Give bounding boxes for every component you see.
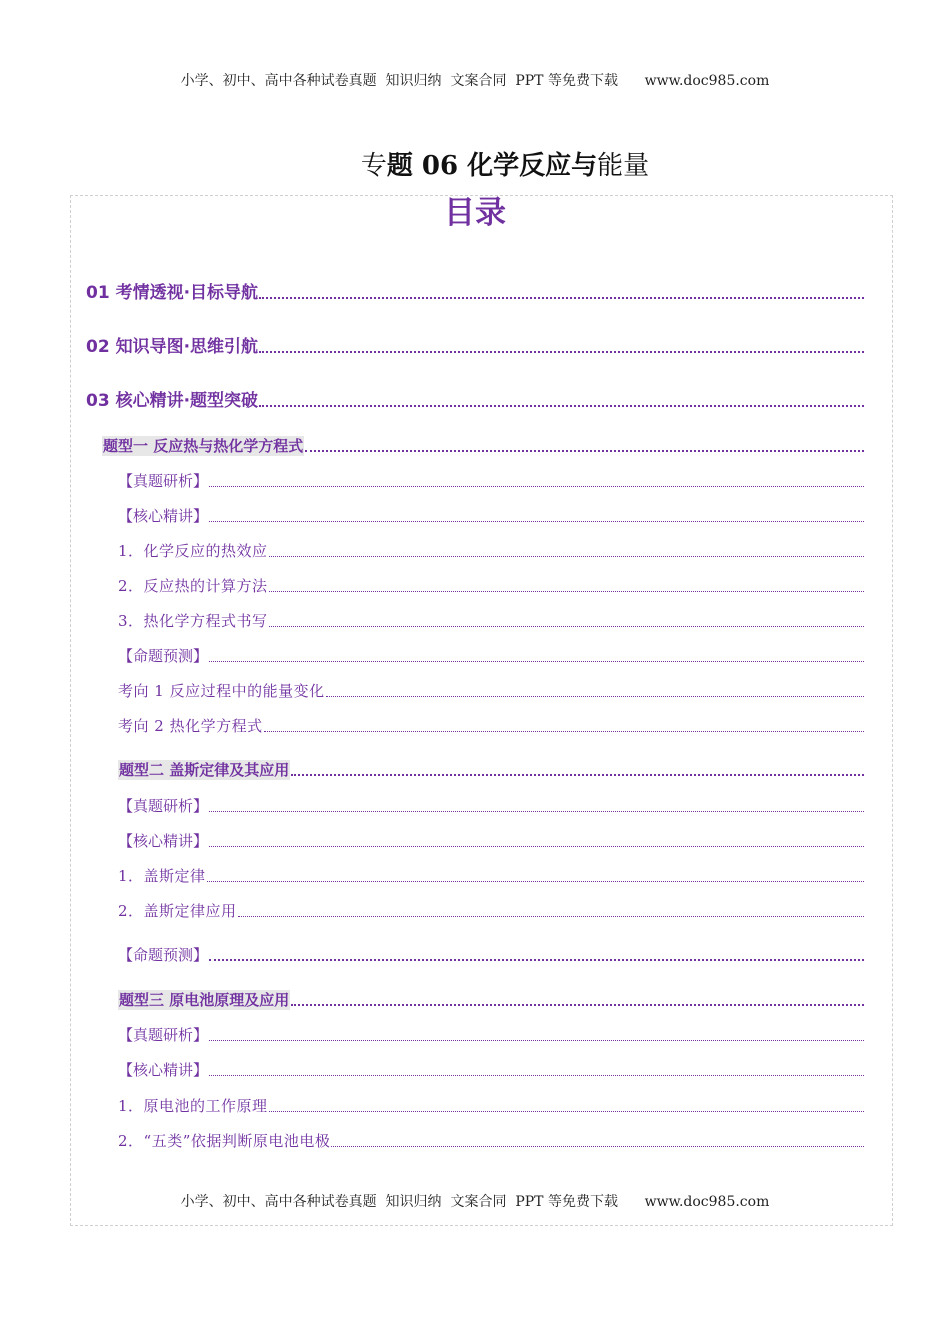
- toc-entry-text: 03 核心精讲·题型突破: [86, 391, 259, 411]
- toc-entry-text: 考向 2 热化学方程式: [118, 717, 263, 735]
- leader-dots: [291, 774, 864, 776]
- toc-entry[interactable]: [118, 576, 864, 596]
- toc-entry[interactable]: [118, 541, 864, 561]
- toc-entry[interactable]: [118, 901, 864, 921]
- toc-entry[interactable]: [118, 1025, 864, 1045]
- toc-entry[interactable]: [118, 471, 864, 491]
- leader-dots: [209, 1040, 864, 1041]
- leader-dots: [291, 1004, 864, 1006]
- leader-dots: [269, 591, 864, 592]
- toc-entry[interactable]: [118, 646, 864, 666]
- toc-entry-text: 题型一 反应热与热化学方程式: [103, 437, 304, 455]
- toc-entry-text: 题型三 原电池原理及应用: [119, 991, 290, 1009]
- leader-dots: [209, 521, 864, 522]
- leader-dots: [264, 731, 864, 732]
- toc-entry[interactable]: [118, 506, 864, 526]
- toc-entry-section-01[interactable]: [86, 283, 864, 303]
- page-header: 小学、初中、高中各种试卷真题 知识归纳 文案合同 PPT 等免费下载 www.doc985.com: [180, 73, 770, 89]
- toc-entry-text: 2．反应热的计算方法: [118, 577, 268, 595]
- leader-dots: [207, 881, 864, 882]
- toc-entry-text: 1．化学反应的热效应: [118, 542, 268, 560]
- toc-entry[interactable]: [118, 866, 864, 886]
- leader-dots: [209, 811, 864, 812]
- toc-entry-text: 2．“五类”依据判断原电池电极: [118, 1132, 331, 1150]
- toc-entry[interactable]: [118, 796, 864, 816]
- toc-entry[interactable]: [118, 1096, 864, 1116]
- leader-dots: [331, 1146, 864, 1147]
- leader-dots: [305, 450, 864, 452]
- toc-entry-topic-1[interactable]: [102, 436, 864, 456]
- toc-entry-text: 考向 1 反应过程中的能量变化: [118, 682, 325, 700]
- toc-entry-text: 【核心精讲】: [118, 832, 209, 850]
- leader-dots: [269, 1111, 864, 1112]
- leader-dots: [209, 846, 864, 847]
- toc-entry-text: 01 考情透视·目标导航: [86, 283, 259, 303]
- toc-entry[interactable]: [118, 681, 864, 701]
- title-part: 能量: [597, 151, 650, 181]
- leader-dots: [238, 916, 864, 917]
- toc-entry[interactable]: [118, 945, 864, 965]
- toc-entry[interactable]: [118, 831, 864, 851]
- toc-entry-section-03[interactable]: [86, 391, 864, 411]
- toc-entry-text: 【真题研析】: [118, 797, 209, 815]
- leader-dots: [259, 297, 864, 299]
- toc-entry-text: 【核心精讲】: [118, 507, 209, 525]
- toc-entry-topic-3[interactable]: [118, 990, 864, 1010]
- toc-entry[interactable]: [118, 1060, 864, 1080]
- leader-dots: [209, 661, 864, 662]
- toc-entry[interactable]: [118, 716, 864, 736]
- toc-entry-text: 【命题预测】: [118, 647, 209, 665]
- toc-entry-text: 1．原电池的工作原理: [118, 1097, 268, 1115]
- leader-dots: [269, 626, 864, 627]
- toc-entry-text: 【真题研析】: [118, 1026, 209, 1044]
- toc-entry[interactable]: [118, 1131, 864, 1151]
- toc-entry-text: 【真题研析】: [118, 472, 209, 490]
- page-footer: 小学、初中、高中各种试卷真题 知识归纳 文案合同 PPT 等免费下载 www.doc985.com: [180, 1194, 770, 1210]
- toc-entry-topic-2[interactable]: [118, 760, 864, 780]
- toc-entry-text: 02 知识导图·思维引航: [86, 337, 259, 357]
- title-number: 06: [412, 151, 468, 181]
- leader-dots: [259, 351, 864, 353]
- title-part: 化学反应与: [467, 151, 598, 181]
- leader-dots: [269, 556, 864, 557]
- title-part: 题: [386, 151, 413, 181]
- toc-entry[interactable]: [118, 611, 864, 631]
- document-title: [0, 146, 950, 186]
- toc-heading: 目录: [444, 195, 506, 231]
- leader-dots: [209, 959, 864, 961]
- leader-dots: [209, 1075, 864, 1076]
- toc-entry-text: 3．热化学方程式书写: [118, 612, 268, 630]
- toc-entry-text: 2．盖斯定律应用: [118, 902, 237, 920]
- toc-entry-text: 【命题预测】: [118, 946, 209, 964]
- leader-dots: [209, 486, 864, 487]
- title-part: 专: [360, 151, 387, 181]
- toc-entry-text: 【核心精讲】: [118, 1061, 209, 1079]
- leader-dots: [326, 696, 864, 697]
- toc-entry-text: 题型二 盖斯定律及其应用: [119, 761, 290, 779]
- toc-entry-section-02[interactable]: [86, 337, 864, 357]
- leader-dots: [259, 405, 864, 407]
- toc-entry-text: 1．盖斯定律: [118, 867, 206, 885]
